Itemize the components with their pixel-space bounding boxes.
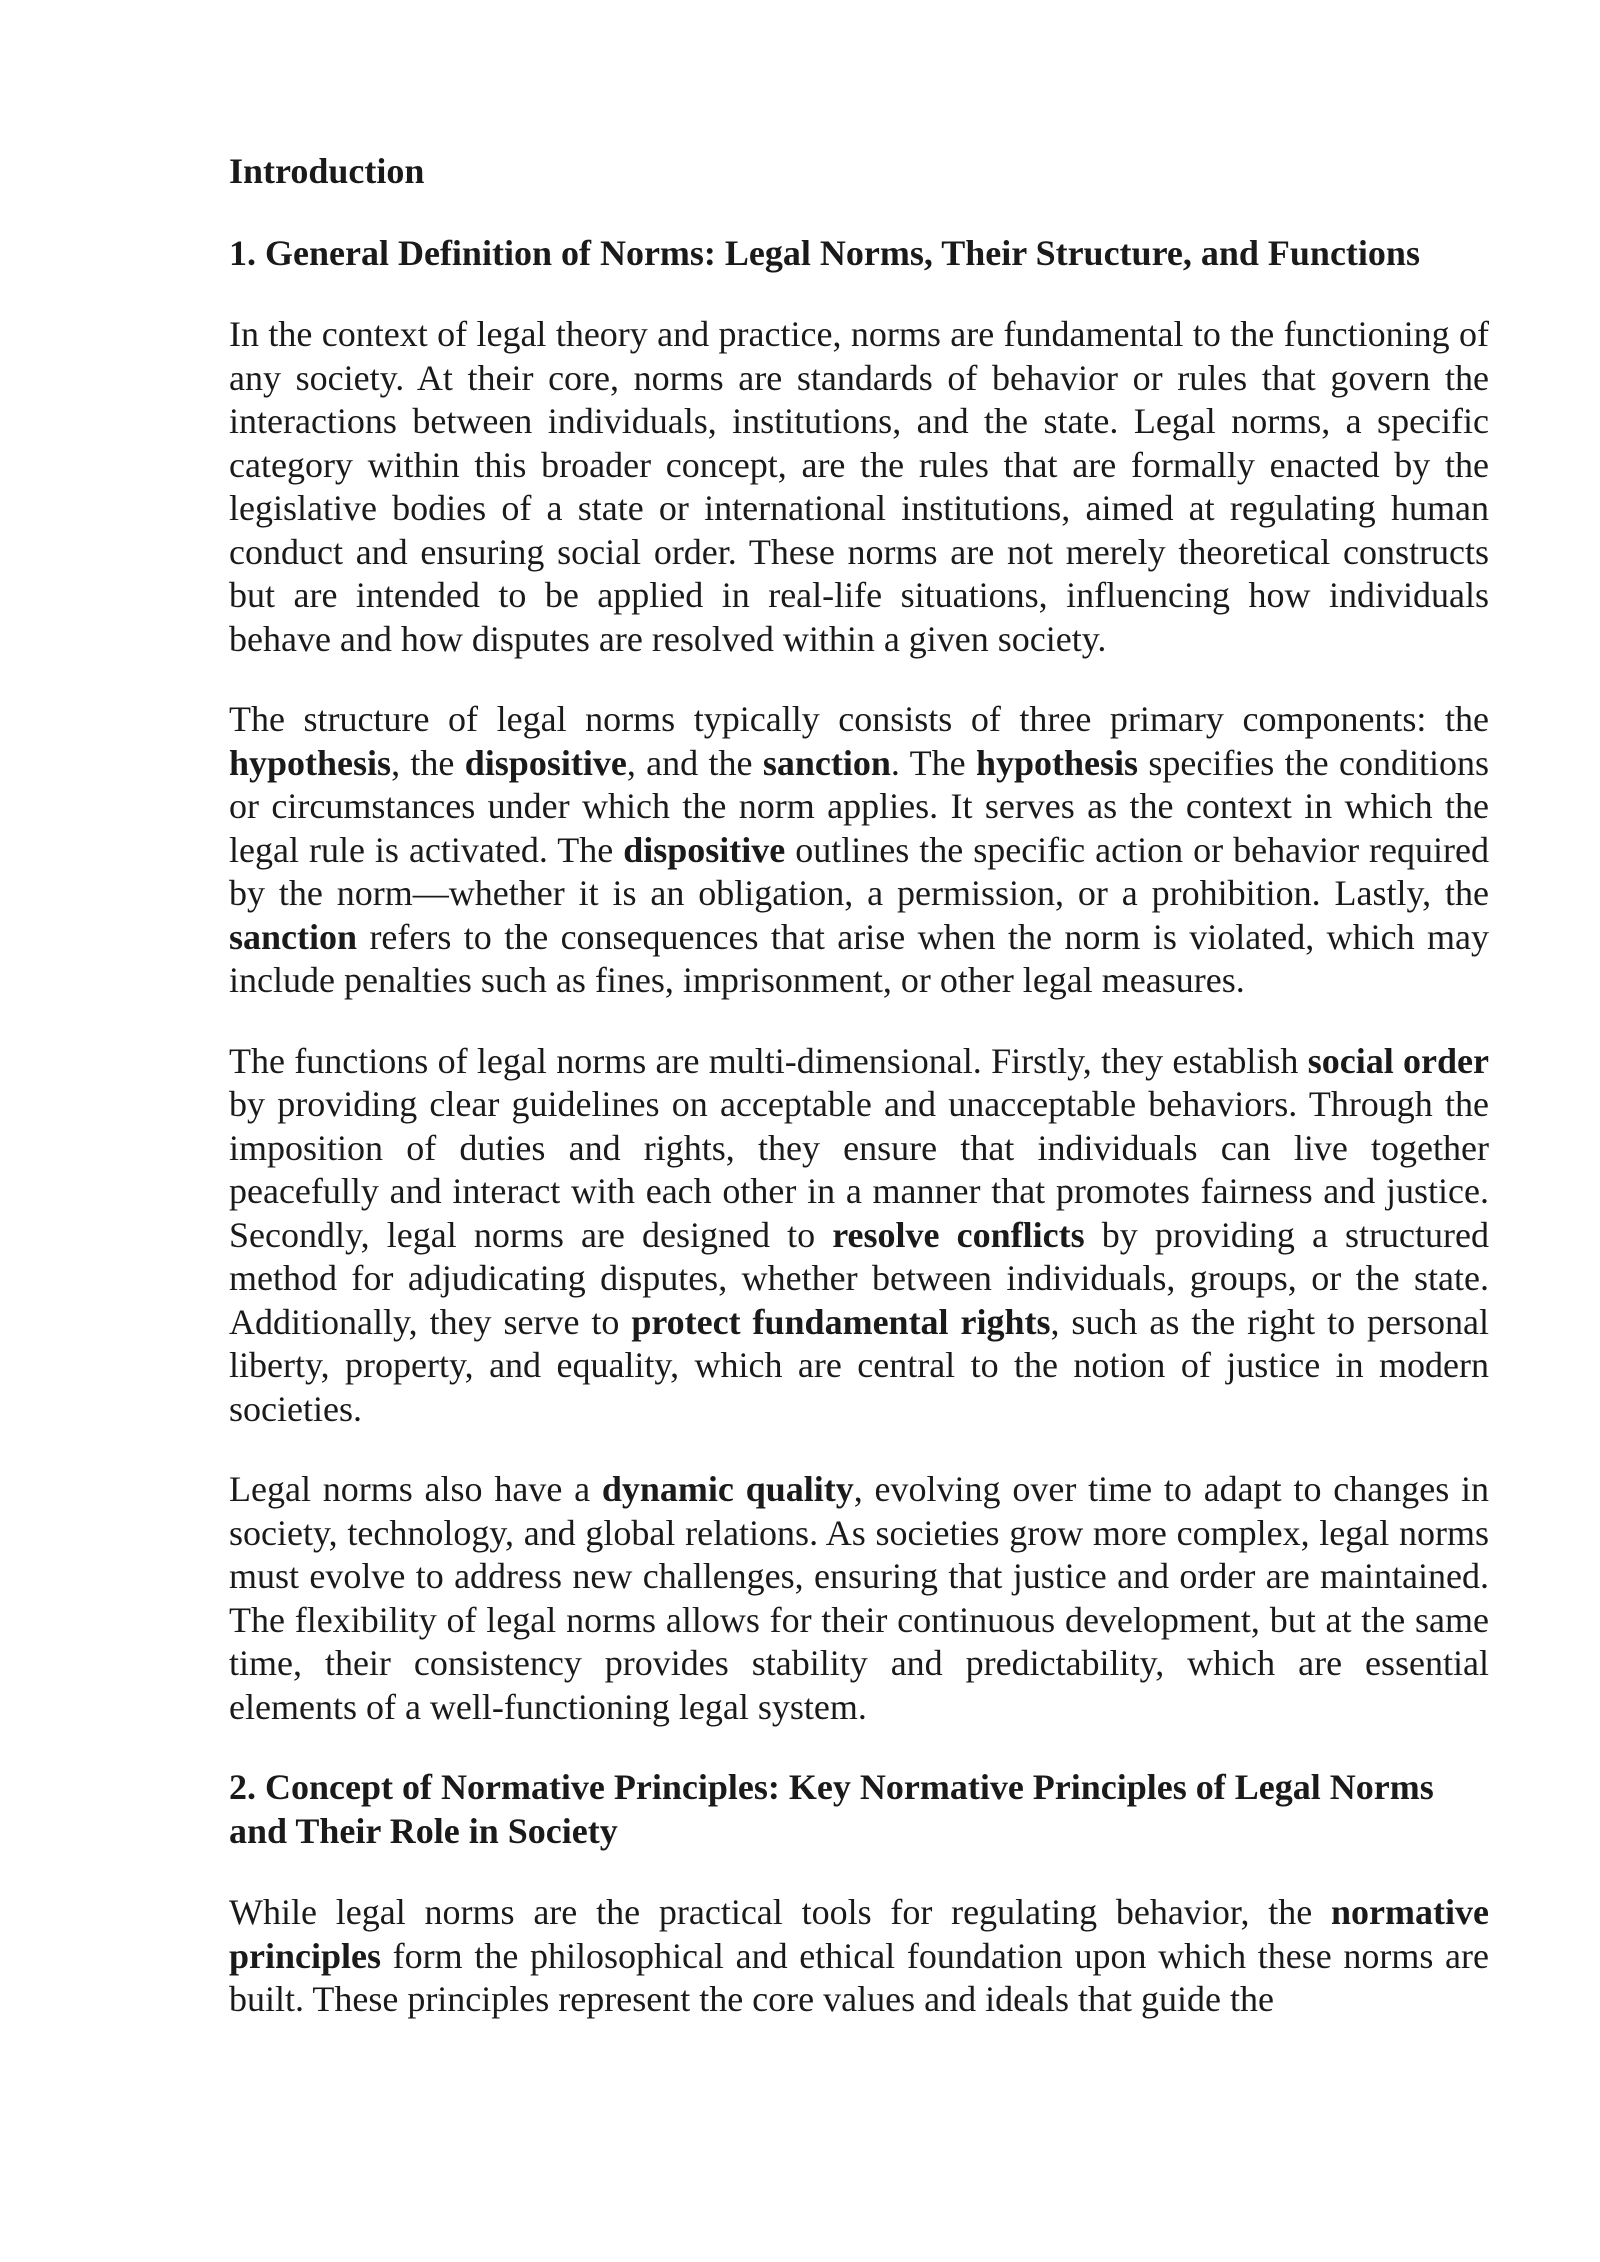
- bold-term: normative principles: [229, 1892, 1489, 1976]
- bold-term: hypothesis: [229, 742, 392, 783]
- bold-term: hypothesis: [975, 742, 1138, 783]
- section-1-paragraph-1: In the context of legal theory and practice, norms are fundamental to the functioning of any society. At their core, norms are standards of behavior or rules that govern the interactions between individuals, institutions, and the state. Legal norms, a specific category within this broader concept, are the rules that are formally enacted by the legislative bodies of a state or international institutions, aimed at regulating human conduct and ensuring social order. These norms are not merely theoretical constructs but are intended to be applied in real-life situations, influencing how individuals behave and how disputes are resolved within a given society.: [229, 314, 1489, 659]
- bold-term: resolve conflicts: [832, 1214, 1085, 1255]
- section-2-heading: 2. Concept of Normative Principles: Key Normative Principles of Legal Norms and Their Role in Society: [229, 1767, 1434, 1851]
- section-1-paragraph-3: The functions of legal norms are multi-dimensional. Firstly, they establish social order by providing clear guidelines on acceptable and unacceptable behaviors. Through the imposition of duties and rights, they ensure that individuals can live together peacefully and interact with each other in a manner that promotes fairness and justice. Secondly, legal norms are designed to resolve conflicts by providing a structured method for adjudicating disputes, whether between individuals, groups, or the state. Additionally, they serve to protect fundamental rights, such as the right to personal liberty, property, and equality, which are central to the notion of justice in modern societies.: [229, 1040, 1489, 1429]
- section-1-paragraph-4: Legal norms also have a dynamic quality, evolving over time to adapt to changes in society, technology, and global relations. As societies grow more complex, legal norms must evolve to address new challenges, ensuring that justice and order are maintained. The flexibility of legal norms allows for their continuous development, but at the same time, their consistency provides stability and predictability, which are essential elements of a well-functioning legal system.: [229, 1469, 1490, 1727]
- intro-heading: Introduction: [229, 151, 425, 191]
- section-1-paragraph-2: The structure of legal norms typically consists of three primary components: the hypothesis, the dispositive, and the sanction. The hypothesis specifies the conditions or circumstances under which the norm applies. It serves as the context in which the legal rule is activated. The dispositive outlines the specific action or behavior required by the norm—whether it is an obligation, a permission, or a prohibition. Lastly, the sanction refers to the consequences that arise when the norm is violated, which may include penalties such as fines, imprisonment, or other legal measures.: [229, 699, 1489, 1000]
- bold-term: dispositive: [623, 829, 786, 870]
- section-1-heading: 1. General Definition of Norms: Legal Norms, Their Structure, and Functions: [229, 232, 1420, 273]
- bold-term: protect fundamental rights: [631, 1301, 1051, 1342]
- bold-term: dispositive: [464, 742, 627, 783]
- section-2-paragraph-1: While legal norms are the practical tools for regulating behavior, the normative principles form the philosophical and ethical foundation upon which these norms are built. These principles represent the core values and ideals that guide the: [229, 1892, 1489, 2019]
- bold-term: social order: [1307, 1040, 1489, 1081]
- bold-term: sanction: [762, 742, 891, 783]
- bold-term: dynamic quality: [601, 1469, 854, 1509]
- bold-term: sanction: [229, 916, 358, 957]
- document-page: [229, 150, 1489, 2059]
